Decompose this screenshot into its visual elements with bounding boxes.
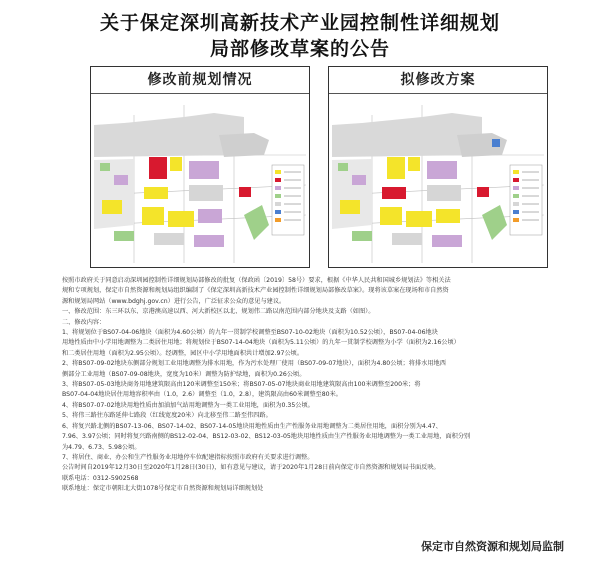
body-line: 5、将伟三路往东路延伸七路段（红线宽度20米）向北移至伟二路至伟四路。: [62, 412, 272, 420]
body-line: 6、将复兴路北侧的BS07-13-06、BS07-14-02、BS07-14-05地块用地性质由生产性服务业用地调整为二类居住用地，面积分别为4.47、: [62, 422, 442, 430]
body-line: 3、将BS07-05-03地块商务用地建筑限高由120米调整至150米；将BS07-05-07地块商业用地建筑限高由100米调整至200米；将: [62, 381, 421, 389]
body-line: 公告时间自2019年12月30日至2020年1月28日(30日)，如有意见与建议，请于2020年1月28日前向保定市自然资源和规划局书面反映。: [62, 464, 440, 472]
after-plan-panel: [328, 66, 548, 268]
body-line: 联系地址：保定市朝阳北大街1078号保定市自然资源和规划局详细规划处: [62, 485, 264, 493]
announcement-body: [62, 276, 540, 495]
body-line: 源和规划局网站（www.bdghj.gov.cn）进行公告，广泛征求公众的意见与建议。: [62, 297, 286, 305]
legend: [272, 165, 304, 235]
body-line: 一、修改范围：东三环以东、京港澳高速以西、河大新校区以北、规划伟二路以南范围内部分地块及支路（如图）。: [62, 308, 375, 316]
body-line: 按照市政府关于同意启动深圳园控制性详细规划局部修改的批复（保政函〔2019〕58号）要求，根据《中华人民共和国城乡规划法》等相关法: [62, 277, 451, 284]
before-plan-map: [94, 95, 306, 263]
body-line: 二、修改内容：: [62, 318, 106, 326]
body-line: BS07-04-04地块居住用地容积率由（1.0，2.6）调整至（1.0，2.8），建筑限高由60米调整至80米。: [62, 391, 342, 399]
body-line: 4、将BS07-07-02地块用地性质由加油加气站用地调整为一类工业用地，面积为0.35公顷。: [62, 401, 314, 409]
body-line: 侧部分工业用地（BS07-09-08地块，宽度为10米）调整为防护绿地，面积为0.26公顷。: [62, 370, 306, 378]
body-line: 7.96、3.97公顷；同时将复兴路南侧的BS12-02-04、BS12-03-02、BS12-03-05地块用地性质由生产性服务业用地调整为一类工业用地，面积分别: [62, 433, 471, 441]
title-line-1: 关于保定深圳高新技术产业园控制性详细规划: [99, 12, 500, 34]
body-line: 1、将规划位于BS07-04-06地块（面积为4.60公顷）的九年一贯制学校调整至BS07-10-02地块（面积为10.52公顷），BS07-04-06地块: [62, 329, 438, 337]
legend: [510, 165, 542, 235]
body-line: 2、将BS07-09-02地块东侧部分规划工业用地调整为排水用地，作为污水处理厂使用（BS07-09-07地块），面积为4.80公顷；将排水用地西: [62, 360, 446, 368]
before-plan-title: 修改前规划情况: [91, 67, 309, 94]
signature: 保定市自然资源和规划局监制: [421, 540, 564, 553]
body-line: 联系电话：0312-5902568: [62, 474, 139, 482]
body-line: 和二类居住用地（面积为2.95公顷）。经调整，园区中小学用地面积共计增加2.97公顷。: [62, 349, 304, 357]
body-line: 用地性质由中小学用地调整为二类居住用地；将规划位于BS07-14-04地块（面积为5.11公顷）的九年一贯制学校调整为小学（面积为2.16公顷）: [62, 339, 460, 347]
after-plan-map: [332, 95, 544, 263]
title-line-2: 局部修改草案的公告: [209, 38, 390, 60]
body-line: 规和专项规划，保定市自然资源和规划局组织编制了《保定深圳高新技术产业园控制性详细规划局部修改草案》。现将该草案在现场和市自然资: [62, 287, 449, 295]
after-plan-title: 拟修改方案: [329, 67, 547, 94]
before-plan-panel: [90, 66, 310, 268]
body-line: 为4.79、6.73、5.98公顷。: [62, 443, 141, 451]
body-line: 7、将居住、商业、办公和生产性服务业用地停车位配建指标按照市政府有关要求进行调整。: [62, 453, 314, 461]
